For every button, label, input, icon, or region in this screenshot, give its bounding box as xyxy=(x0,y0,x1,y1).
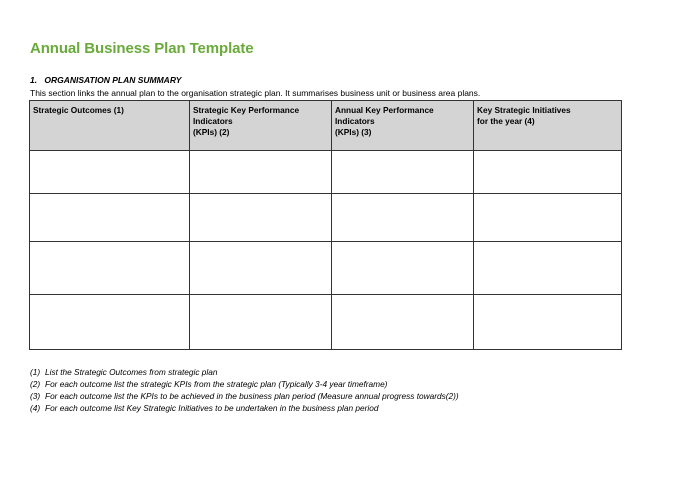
header-annual-kpis xyxy=(332,101,474,151)
header-strategic-outcomes xyxy=(30,101,190,151)
header-line: for the year (4) xyxy=(477,116,535,126)
table-row xyxy=(30,151,622,194)
table-row xyxy=(30,242,622,295)
table-cell[interactable] xyxy=(190,194,332,242)
table-cell[interactable] xyxy=(474,295,622,350)
footnote-number: (3) xyxy=(30,391,41,401)
section-heading-text: ORGANISATION PLAN SUMMARY xyxy=(44,75,182,85)
footnote-number: (4) xyxy=(30,403,41,413)
table-header-row xyxy=(30,101,622,151)
table-cell[interactable] xyxy=(474,151,622,194)
footnote-number: (1) xyxy=(30,367,41,377)
header-line: Key Strategic Initiatives xyxy=(477,105,571,115)
footnote-text: For each outcome list the KPIs to be achieved in the business plan period (Measure annual progress towards(2)) xyxy=(45,391,459,401)
footnotes xyxy=(30,366,459,414)
header-line: Annual Key Performance Indicators xyxy=(335,105,434,126)
section-intro: This section links the annual plan to the organisation strategic plan. It summarises business unit or business area plans. xyxy=(30,88,481,98)
table-cell[interactable] xyxy=(190,242,332,295)
table-cell[interactable] xyxy=(190,295,332,350)
footnote-text: For each outcome list the strategic KPIs from the strategic plan (Typically 3-4 year timeframe) xyxy=(45,379,388,389)
table-cell[interactable] xyxy=(30,242,190,295)
table-cell[interactable] xyxy=(474,194,622,242)
table-row xyxy=(30,194,622,242)
header-line: Indicators xyxy=(193,116,233,126)
header-line: (KPIs) (3) xyxy=(335,127,372,137)
table-cell[interactable] xyxy=(474,242,622,295)
document-title: Annual Business Plan Template xyxy=(30,40,254,57)
footnote-item xyxy=(30,378,459,390)
footnote-text: For each outcome list Key Strategic Initiatives to be undertaken in the business plan period xyxy=(45,403,379,413)
table-cell[interactable] xyxy=(332,295,474,350)
table-cell[interactable] xyxy=(190,151,332,194)
plan-summary-table xyxy=(29,100,622,350)
footnote-number: (2) xyxy=(30,379,41,389)
table-cell[interactable] xyxy=(30,295,190,350)
header-line: Strategic Key Performance xyxy=(193,105,300,115)
footnote-item xyxy=(30,366,459,378)
footnote-text: List the Strategic Outcomes from strategic plan xyxy=(45,367,218,377)
header-strategic-kpis xyxy=(190,101,332,151)
table-row xyxy=(30,295,622,350)
section-number: 1. xyxy=(30,75,38,85)
table-cell[interactable] xyxy=(30,194,190,242)
header-line: (KPIs) (2) xyxy=(193,127,230,137)
table-cell[interactable] xyxy=(332,242,474,295)
section-heading xyxy=(30,75,181,85)
footnote-item xyxy=(30,390,459,402)
header-line: Strategic Outcomes (1) xyxy=(33,105,124,115)
table-cell[interactable] xyxy=(332,194,474,242)
footnote-item xyxy=(30,402,459,414)
header-key-initiatives xyxy=(474,101,622,151)
table-cell[interactable] xyxy=(30,151,190,194)
table-cell[interactable] xyxy=(332,151,474,194)
